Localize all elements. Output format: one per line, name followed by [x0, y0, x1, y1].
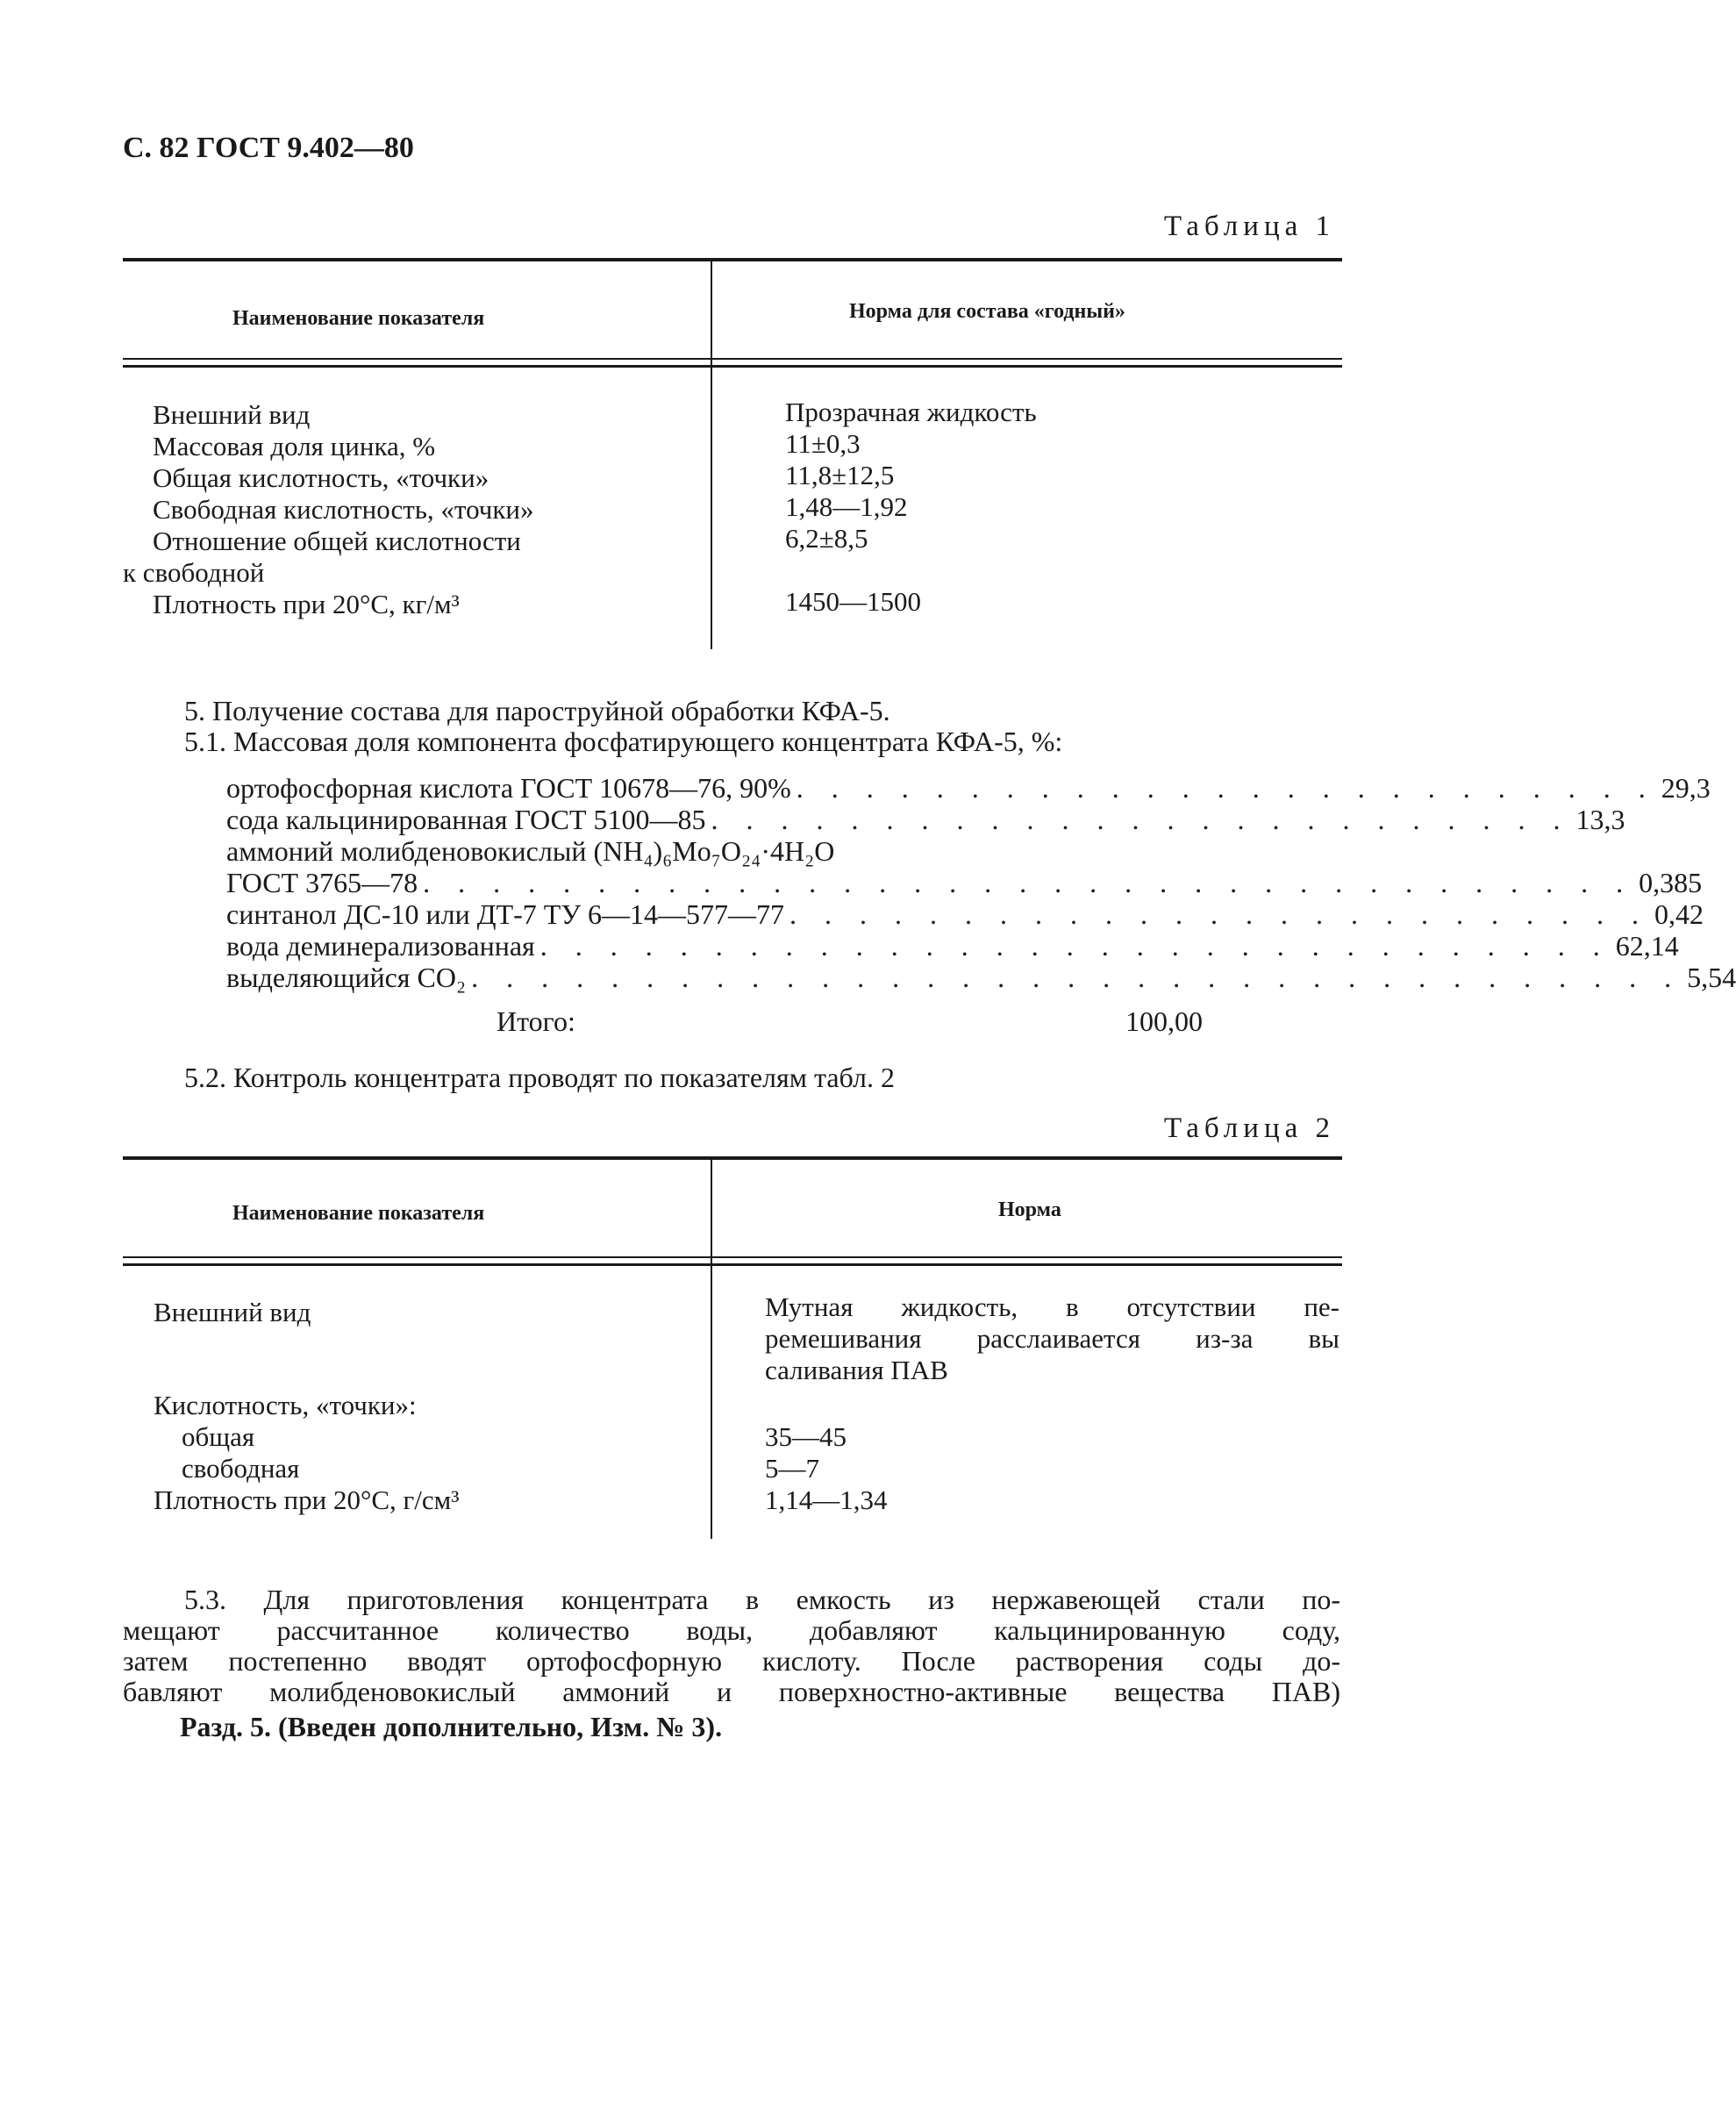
leader-dots: . . . . . . . . . . . . . . . . . . . . . . . . . . . . . . .: [539, 930, 1611, 962]
table1-row-name: к свободной: [123, 557, 265, 588]
table1-row-value: [785, 554, 1311, 586]
table2-header-name: Наименование показателя: [232, 1202, 485, 1225]
table1-row-value: 6,2±8,5: [785, 523, 868, 554]
table2-row-name: Плотность при 20°С, г/см³: [154, 1484, 460, 1515]
table1-header-norm: Норма для состава «годный»: [849, 300, 1125, 323]
table1-header-rule-b: [123, 365, 1342, 368]
table2-row-name: свободная: [182, 1453, 300, 1484]
table2-row-value: [765, 1390, 1116, 1421]
table1-row-name: Отношение общей кислотности: [153, 526, 521, 556]
table1-values: [785, 397, 1311, 618]
component-list: [226, 772, 1736, 993]
table2-appearance-value: [765, 1291, 1340, 1386]
section5-title: 5. Получение состава для пароструйной обработки КФА-5.: [184, 695, 890, 726]
table1-names: [123, 399, 702, 620]
leader-dots: . . . . . . . . . . . . . . . . . . . . . . . . . . . . . . . . . . .: [423, 867, 1634, 898]
leader-dots: . . . . . . . . . . . . . . . . . . . . . . . . .: [711, 804, 1571, 835]
table1-row-name: Общая кислотность, «точки»: [153, 462, 489, 493]
page-header: С. 82 ГОСТ 9.402—80: [123, 132, 414, 164]
component-value: 5,54: [1687, 962, 1736, 993]
section5-3-text: [123, 1584, 1340, 1707]
table1-top-rule: [123, 258, 1342, 261]
table2-row-name: Кислотность, «точки»:: [154, 1390, 417, 1420]
list-item: [226, 962, 1736, 993]
table1-header-rule-a: [123, 358, 1342, 360]
component-name: ГОСТ 3765—78: [226, 867, 418, 898]
paragraph-line: мещают рассчитанное количество воды, добавляют кальцинированную соду,: [123, 1614, 1340, 1646]
table2-header-norm: Норма: [998, 1198, 1061, 1221]
list-item: [226, 867, 1703, 898]
table2-names: [154, 1390, 697, 1516]
component-name: синтанол ДС-10 или ДТ-7 ТУ 6—14—577—77: [226, 898, 784, 930]
component-value: 29,3: [1661, 772, 1711, 804]
paragraph-line: затем постепенно вводят ортофосфорную кислоту. После растворения соды до-: [123, 1645, 1340, 1677]
section5-1-text: 5.1. Массовая доля компонента фосфатирующего концентрата КФА-5, %:: [184, 726, 1063, 757]
paragraph-line: бавляют молибденовокислый аммоний и поверхностно-активные вещества ПАВ): [123, 1676, 1340, 1707]
table1-caption: Таблица 1: [1163, 211, 1335, 242]
table1-row-value: 11±0,3: [785, 428, 861, 459]
table2-row-name: общая: [182, 1421, 255, 1452]
list-item: [226, 835, 1196, 867]
table1-row-value: 1,48—1,92: [785, 491, 908, 522]
table1-row-value: 1450—1500: [785, 586, 921, 617]
table1-row-name: Плотность при 20°С, кг/м³: [153, 589, 460, 619]
table1-row-value: Прозрачная жидкость: [785, 397, 1037, 427]
component-value: 13,3: [1575, 804, 1625, 835]
table1-row-value: 11,8±12,5: [785, 460, 895, 490]
section5-2-text: 5.2. Контроль концентрата проводят по показателям табл. 2: [184, 1062, 895, 1093]
table1-row-name: Внешний вид: [153, 399, 311, 430]
component-name: аммоний молибденовокислый (NH₄)₆Mo₇O₂₄·4H₂O: [226, 835, 835, 867]
table2-row-value: 1,14—1,34: [765, 1484, 888, 1515]
total-value: 100,00: [1125, 1005, 1203, 1037]
leader-dots: . . . . . . . . . . . . . . . . . . . . . . . . . . . . . . . . . . .: [471, 962, 1682, 993]
table1-header-name: Наименование показателя: [232, 307, 485, 330]
component-name: выделяющийся CO₂: [226, 962, 467, 993]
table2-row-value: 35—45: [765, 1421, 847, 1452]
table2-column-divider: [711, 1160, 712, 1539]
table1-column-divider: [711, 261, 712, 649]
table2-value-line: саливания ПАВ: [765, 1355, 948, 1385]
component-value: 0,42: [1654, 898, 1704, 930]
list-item: [226, 772, 1711, 804]
paragraph-line: 5.3. Для приготовления концентрата в емкость из нержавеющей стали по-: [184, 1584, 1340, 1615]
list-item: [226, 930, 1679, 962]
table2-row-name: Внешний вид: [154, 1297, 311, 1327]
leader-dots: . . . . . . . . . . . . . . . . . . . . . . . . .: [789, 898, 1649, 930]
table2-header-rule-b: [123, 1263, 1342, 1266]
table2-value-line: Мутная жидкость, в отсутствии пе-: [765, 1291, 1340, 1322]
table2-top-rule: [123, 1156, 1342, 1160]
table2-values: [765, 1390, 1116, 1516]
component-name: ортофосфорная кислота ГОСТ 10678—76, 90%: [226, 772, 791, 804]
table2-caption: Таблица 2: [1163, 1112, 1335, 1144]
component-value: 0,385: [1639, 867, 1703, 898]
total-label: Итого:: [497, 1005, 575, 1037]
table1-row-name: Массовая доля цинка, %: [153, 431, 436, 461]
table2-row-value: 5—7: [765, 1453, 819, 1484]
amendment-note: Разд. 5. (Введен дополнительно, Изм. № 3).: [180, 1711, 723, 1742]
table2-header-rule-a: [123, 1256, 1342, 1258]
component-name: сода кальцинированная ГОСТ 5100—85: [226, 804, 706, 835]
component-name: вода деминерализованная: [226, 930, 535, 962]
list-item: [226, 898, 1704, 930]
component-value: 62,14: [1615, 930, 1679, 962]
leader-dots: . . . . . . . . . . . . . . . . . . . . . . . . .: [796, 772, 1656, 804]
list-item: [226, 804, 1625, 835]
table2-value-line: ремешивания расслаивается из-за вы: [765, 1323, 1340, 1354]
table1-row-name: Свободная кислотность, «точки»: [153, 494, 534, 525]
